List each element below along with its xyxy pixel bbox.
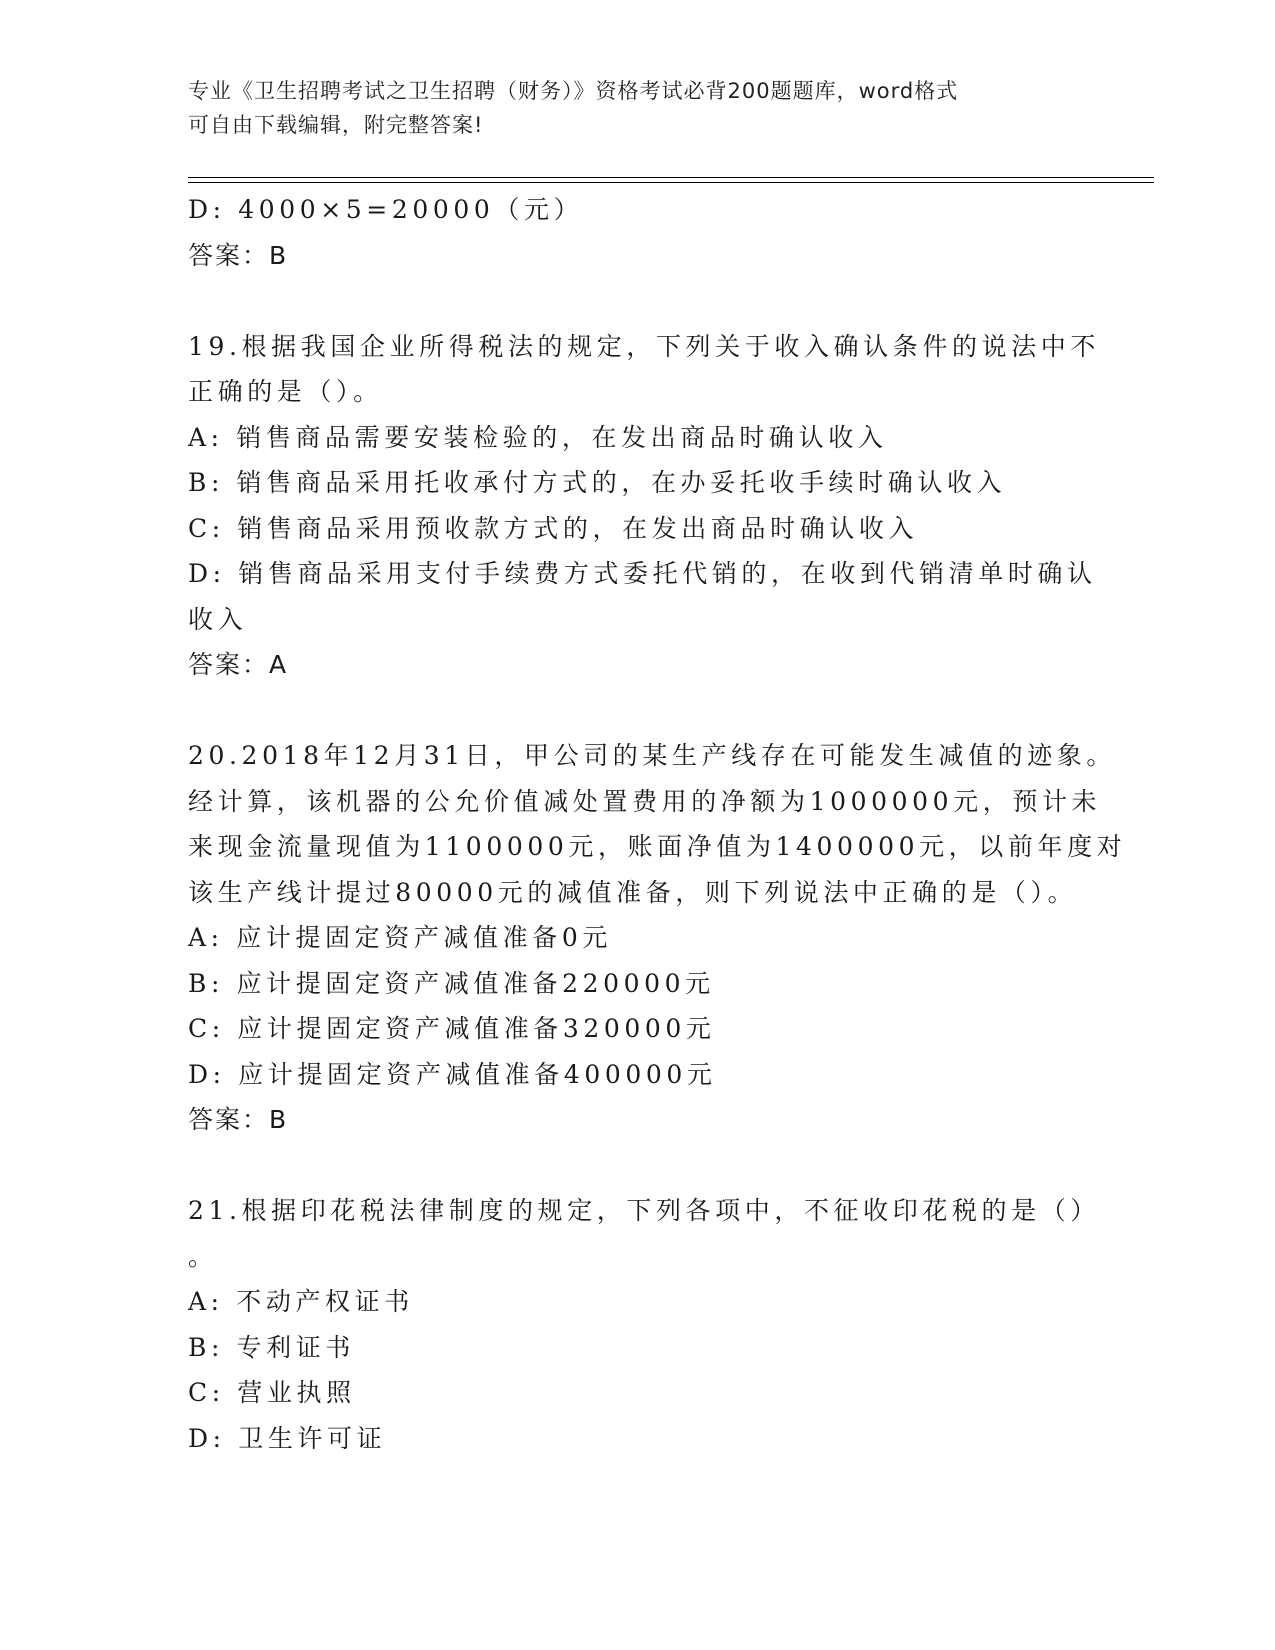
option-a: A: 应计提固定资产减值准备0元 [188, 923, 612, 952]
option-a: A: 销售商品需要安装检验的，在发出商品时确认收入 [188, 422, 888, 452]
spacer [188, 688, 1088, 734]
spacer [188, 278, 1088, 324]
question-20 [188, 733, 1127, 1143]
option-c: C: 营业执照 [188, 1378, 356, 1407]
question-stem: 20.2018年12月31日，甲公司的某生产线存在可能发生减值的迹象。 [188, 741, 1117, 770]
question-stem: 。 [188, 1241, 218, 1271]
option-c: C: 应计提固定资产减值准备320000元 [188, 1014, 716, 1043]
question-stem: 21.根据印花税法律制度的规定，下列各项中，不征收印花税的是（） [188, 1196, 1100, 1225]
option-d: D: 应计提固定资产减值准备400000元 [188, 1059, 717, 1089]
header-title-line-1: 专业《卫生招聘考试之卫生招聘（财务）》资格考试必背200题题库，word格式 [188, 79, 959, 103]
option-a: A: 不动产权证书 [188, 1287, 414, 1316]
header-divider-bottom [188, 182, 1154, 183]
option-d: 收入 [188, 604, 248, 634]
option-d: D: 销售商品采用支付手续费方式委托代销的，在收到代销清单时确认 [188, 559, 1097, 588]
option-b: B: 应计提固定资产减值准备220000元 [188, 968, 715, 998]
spacer [188, 1143, 1088, 1189]
option-d: D: 4000×5=20000（元） [188, 195, 584, 224]
question-stem: 正确的是（）。 [188, 377, 383, 406]
option-d: D: 卫生许可证 [188, 1423, 387, 1453]
header-divider-top [188, 177, 1154, 178]
question-stem: 19.根据我国企业所得税法的规定，下列关于收入确认条件的说法中不 [188, 331, 1100, 361]
question-stem: 经计算，该机器的公允价值减处置费用的净额为1000000元，预计未 [188, 786, 1102, 816]
header-title-line-2: 可自由下载编辑，附完整答案! [188, 113, 484, 137]
question-stem: 来现金流量现值为1100000元，账面净值为1400000元，以前年度对 [188, 832, 1127, 861]
question-18-tail [188, 187, 1088, 278]
question-21 [188, 1188, 1100, 1461]
answer-line: 答案：B [188, 240, 289, 270]
question-list [188, 187, 1127, 1461]
option-b: B: 专利证书 [188, 1332, 355, 1362]
question-19 [188, 324, 1100, 688]
question-stem: 该生产线计提过80000元的减值准备，则下列说法中正确的是（）。 [188, 877, 1078, 907]
answer-line: 答案：A [188, 650, 289, 679]
answer-line: 答案：B [188, 1105, 289, 1134]
option-c: C: 销售商品采用预收款方式的，在发出商品时确认收入 [188, 513, 919, 543]
option-b: B: 销售商品采用托收承付方式的，在办妥托收手续时确认收入 [188, 468, 1007, 497]
page-header [188, 74, 1068, 142]
